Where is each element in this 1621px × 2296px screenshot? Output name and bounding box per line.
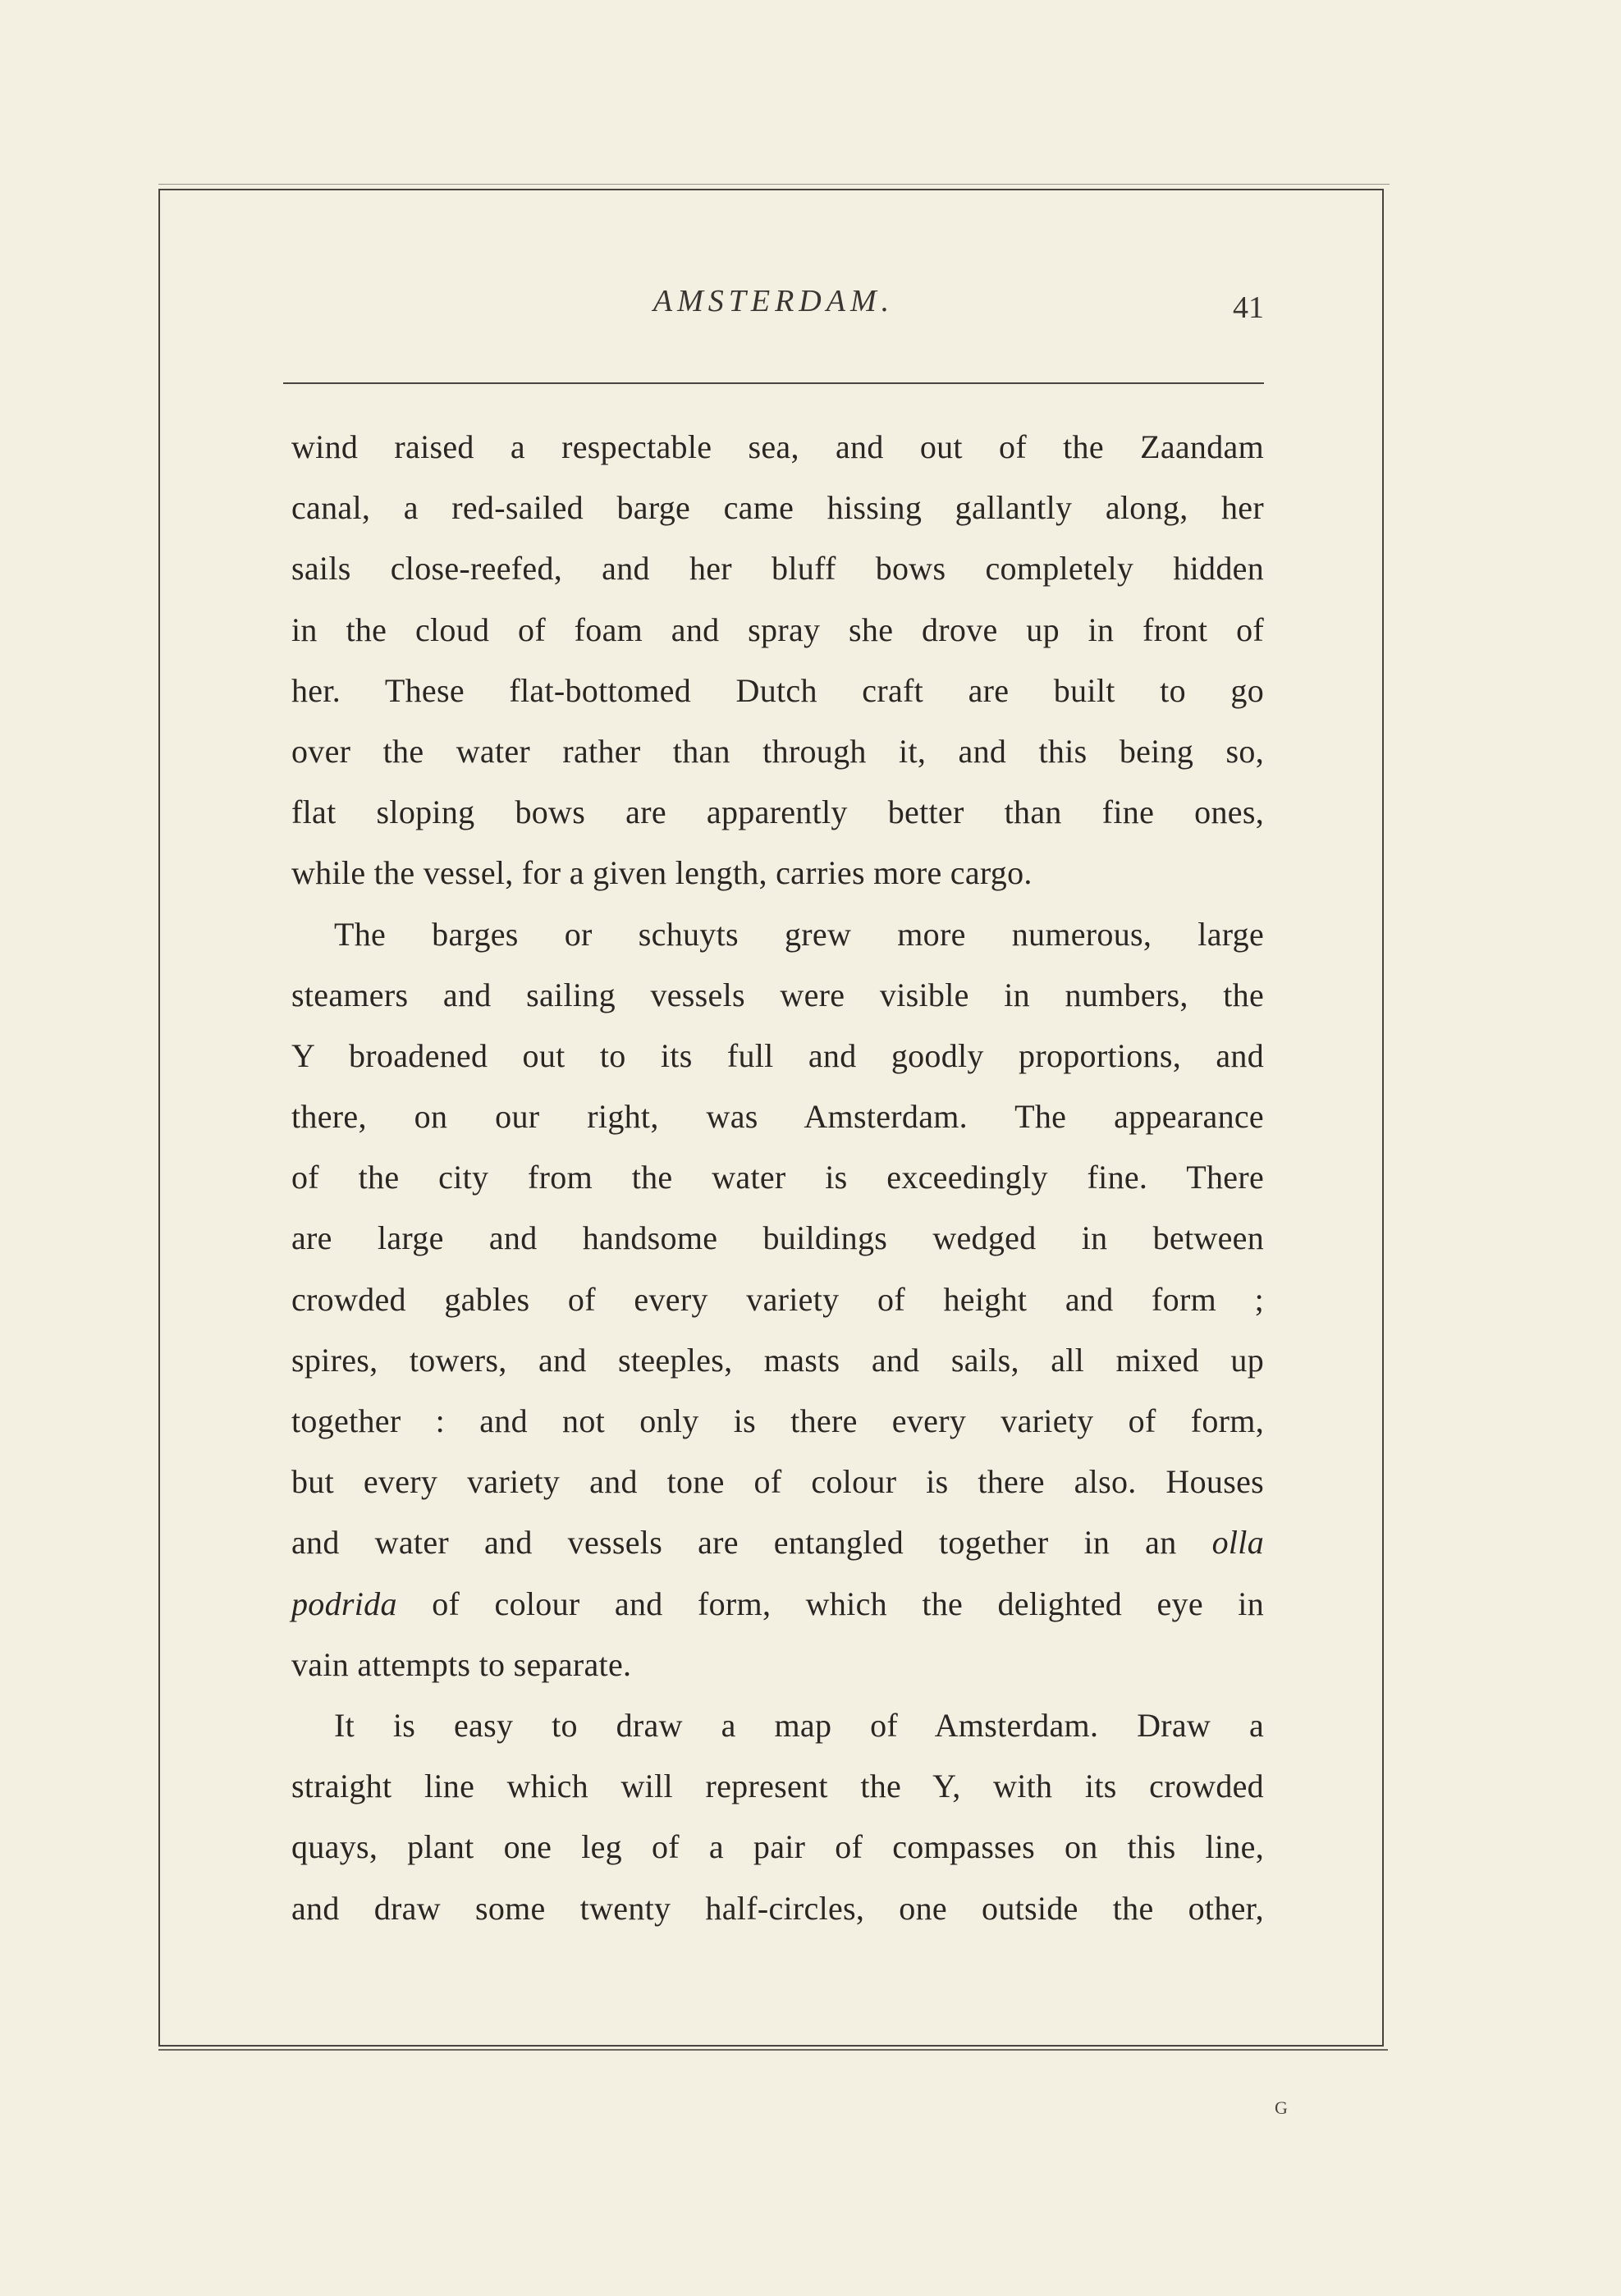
text-line: vain attempts to separate.: [291, 1645, 632, 1683]
text-line: there, on our right, was Amsterdam. The appearance: [291, 1098, 1264, 1136]
text-line: are large and handsome buildings wedged in between: [291, 1219, 1264, 1257]
text-line: Y broadened out to its full and goodly proportions, and: [291, 1036, 1264, 1074]
text-line: sails close-reefed, and her bluff bows completely hidden: [291, 550, 1264, 588]
text-line: steamers and sailing vessels were visible in numbers, the: [291, 976, 1264, 1013]
text-line: spires, towers, and steeples, masts and sails, all mixed up: [291, 1341, 1264, 1379]
text-line: The barges or schuyts grew more numerous, large: [334, 915, 1264, 953]
signature-mark: G: [1275, 2097, 1288, 2118]
text-line: over the water rather than through it, and this being so,: [291, 732, 1264, 770]
running-title: AMSTERDAM.: [653, 284, 895, 318]
text-line: but every variety and tone of colour is there also. Houses: [291, 1463, 1264, 1501]
text-line: flat sloping bows are apparently better than fine ones,: [291, 794, 1264, 831]
text-line: while the vessel, for a given length, carries more cargo.: [291, 854, 1033, 892]
text-line: It is easy to draw a map of Amsterdam. Draw a: [334, 1706, 1264, 1744]
text-line: quays, plant one leg of a pair of compasses on this line,: [291, 1828, 1264, 1866]
running-head: [283, 283, 1264, 332]
text-line: straight line which will represent the Y, with its crowded: [291, 1768, 1264, 1805]
text-segment: and water and vessels are entangled together in an: [291, 1524, 1177, 1562]
text-line-with-italic: [291, 1512, 1264, 1573]
text-line: crowded gables of every variety of height and form ;: [291, 1280, 1264, 1318]
body-text: [291, 417, 1264, 1939]
text-line-with-italic: [291, 1574, 1264, 1635]
italic-phrase: olla: [1211, 1524, 1264, 1562]
frame-top-rule: [158, 184, 1390, 185]
text-line: in the cloud of foam and spray she drove up in front of: [291, 611, 1264, 648]
text-segment: of colour and form, which the delighted eye in: [432, 1585, 1264, 1622]
text-line: canal, a red-sailed barge came hissing gallantly along, her: [291, 489, 1264, 527]
frame-bottom-rule: [158, 2049, 1388, 2051]
text-line: wind raised a respectable sea, and out of the Zaandam: [291, 428, 1264, 465]
text-line: of the city from the water is exceedingly fine. There: [291, 1159, 1264, 1196]
text-line: together : and not only is there every variety of form,: [291, 1402, 1264, 1439]
header-rule: [283, 382, 1264, 384]
page-number: 41: [1233, 290, 1264, 325]
text-line: and draw some twenty half-circles, one outside the other,: [291, 1889, 1264, 1927]
italic-phrase: podrida: [291, 1585, 397, 1622]
text-line: her. These flat-bottomed Dutch craft are built to go: [291, 671, 1264, 709]
